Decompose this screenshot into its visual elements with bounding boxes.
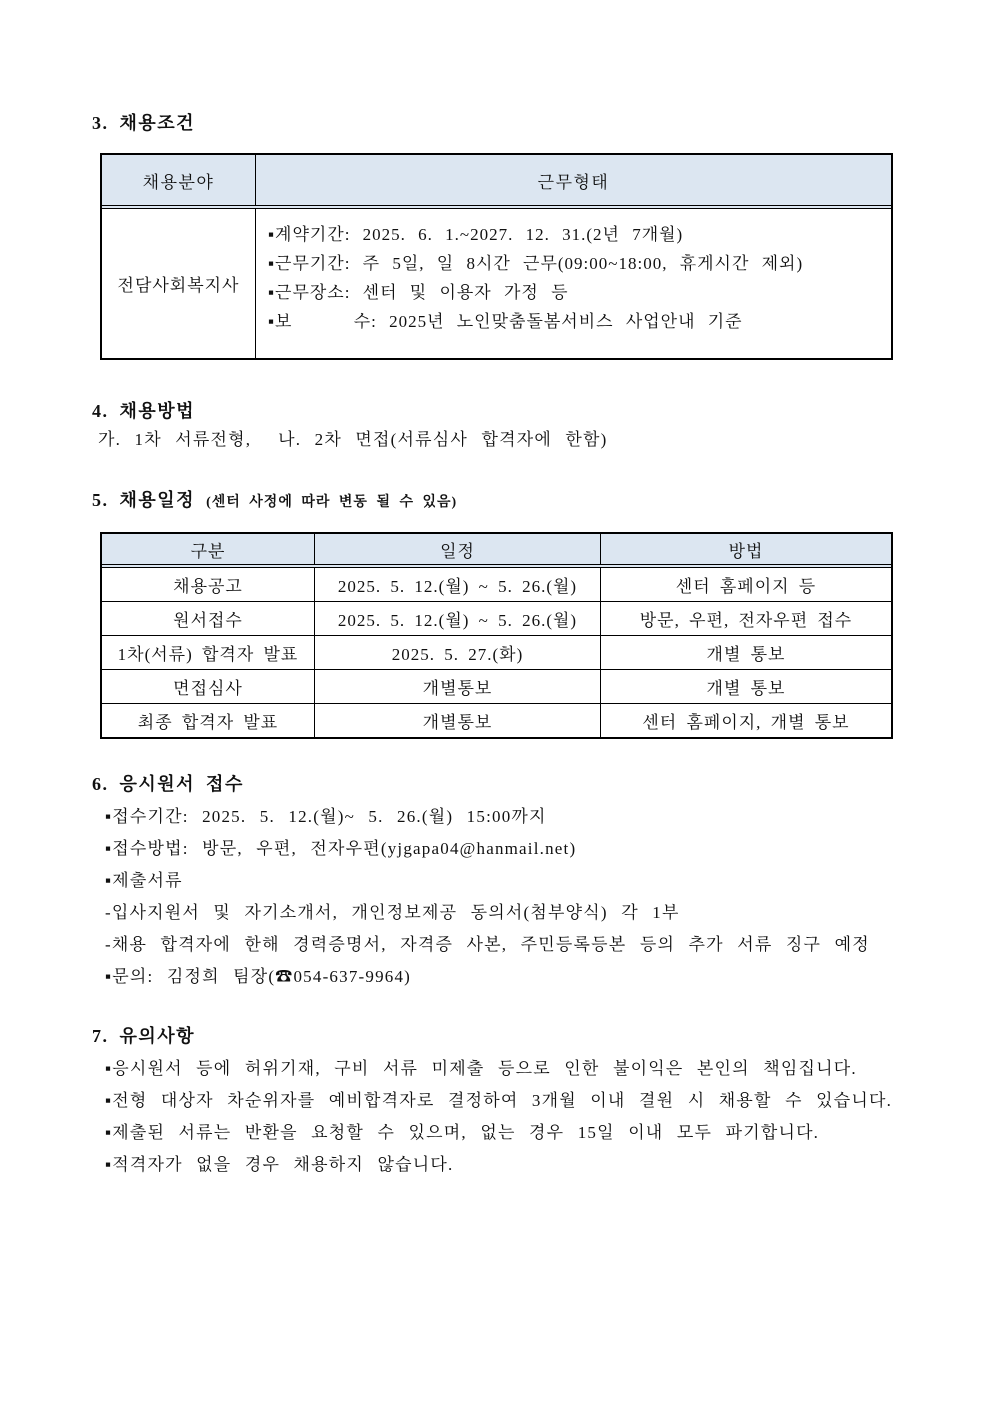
cell-schedule: 2025. 5. 27.(화) xyxy=(315,636,601,669)
section4-body: 가. 1차 서류전형, 나. 2차 면접(서류심사 합격자에 한함) xyxy=(98,430,608,449)
condition-item: ▪보 수: 2025년 노인맞춤돌봄서비스 사업안내 기준 xyxy=(268,312,743,331)
table-row xyxy=(102,703,891,737)
cell-schedule: 2025. 5. 12.(월) ~ 5. 26.(월) xyxy=(315,568,601,601)
header-cell-method: 방법 xyxy=(728,541,764,561)
header-cell-category: 구분 xyxy=(102,534,315,564)
section4-heading: 4. 채용방법 xyxy=(92,401,196,421)
schedule-table-header-row xyxy=(102,534,891,568)
cell-schedule: 2025. 5. 12.(월) ~ 5. 26.(월) xyxy=(315,602,601,635)
cell-method: 센터 홈페이지 등 xyxy=(675,577,817,596)
list-item: ▪적격자가 없을 경우 채용하지 않습니다. xyxy=(105,1155,454,1174)
employment-conditions-table-body-row xyxy=(102,209,891,358)
list-item: ▪전형 대상자 차순위자를 예비합격자로 결정하여 3개월 이내 결원 시 채용할 수 있습니다. xyxy=(105,1091,893,1110)
header-cell-schedule: 일정 xyxy=(315,534,601,564)
cell-category: 면접심사 xyxy=(102,670,315,703)
list-item: ▪접수방법: 방문, 우편, 전자우편(yjgapa04@hanmail.net) xyxy=(105,839,577,858)
header-cell-recruit-field: 채용분야 xyxy=(102,155,256,205)
section5-heading-text: 5. 채용일정 xyxy=(92,490,207,510)
cell-method: 개별 통보 xyxy=(706,679,786,698)
condition-item: ▪계약기간: 2025. 6. 1.~2027. 12. 31.(2년 7개월) xyxy=(268,225,684,244)
cell-method: 개별 통보 xyxy=(706,645,786,664)
section7-list xyxy=(105,1053,975,1181)
cell-schedule: 개별통보 xyxy=(315,704,601,737)
cell-method: 방문, 우편, 전자우편 접수 xyxy=(639,611,853,630)
cell-category: 1차(서류) 합격자 발표 xyxy=(102,636,315,669)
cell-category: 채용공고 xyxy=(102,568,315,601)
employment-conditions-table xyxy=(100,153,893,360)
section5-heading-note: (센터 사정에 따라 변동 될 수 있음) xyxy=(206,495,458,510)
list-item: ▪제출된 서류는 반환을 요청할 수 있으며, 없는 경우 15일 이내 모두 파기합니다. xyxy=(105,1123,820,1142)
cell-schedule: 개별통보 xyxy=(315,670,601,703)
table-row xyxy=(102,669,891,703)
section6-list xyxy=(105,801,965,993)
schedule-table xyxy=(100,532,893,739)
cell-category: 원서접수 xyxy=(102,602,315,635)
table-row xyxy=(102,601,891,635)
list-item: -입사지원서 및 자기소개서, 개인정보제공 동의서(첨부양식) 각 1부 xyxy=(105,903,680,922)
cell-method: 센터 홈페이지, 개별 통보 xyxy=(642,713,850,732)
list-item: ▪문의: 김정희 팀장(☎054-637-9964) xyxy=(105,967,412,986)
section6-heading: 6. 응시원서 접수 xyxy=(92,774,244,794)
cell-work-conditions xyxy=(256,209,891,358)
section3-heading: 3. 채용조건 xyxy=(92,113,196,133)
table-row xyxy=(102,635,891,669)
section7-heading: 7. 유의사항 xyxy=(92,1026,196,1046)
list-item: ▪접수기간: 2025. 5. 12.(월)~ 5. 26.(월) 15:00까지 xyxy=(105,807,547,826)
table-row xyxy=(102,568,891,601)
list-item: ▪응시원서 등에 허위기재, 구비 서류 미제출 등으로 인한 불이익은 본인의 책임집니다. xyxy=(105,1059,857,1078)
condition-item: ▪근무기간: 주 5일, 일 8시간 근무(09:00~18:00, 휴게시간 제외) xyxy=(268,254,804,273)
section5-heading xyxy=(92,488,457,515)
employment-conditions-table-header-row xyxy=(102,155,891,209)
cell-job-title: 전담사회복지사 xyxy=(102,209,256,358)
condition-item: ▪근무장소: 센터 및 이용자 가정 등 xyxy=(268,283,569,302)
cell-category: 최종 합격자 발표 xyxy=(102,704,315,737)
list-item: ▪제출서류 xyxy=(105,871,183,890)
header-cell-work-type: 근무형태 xyxy=(537,172,610,192)
list-item: -채용 합격자에 한해 경력증명서, 자격증 사본, 주민등록등본 등의 추가 서류 징구 예정 xyxy=(105,935,870,954)
